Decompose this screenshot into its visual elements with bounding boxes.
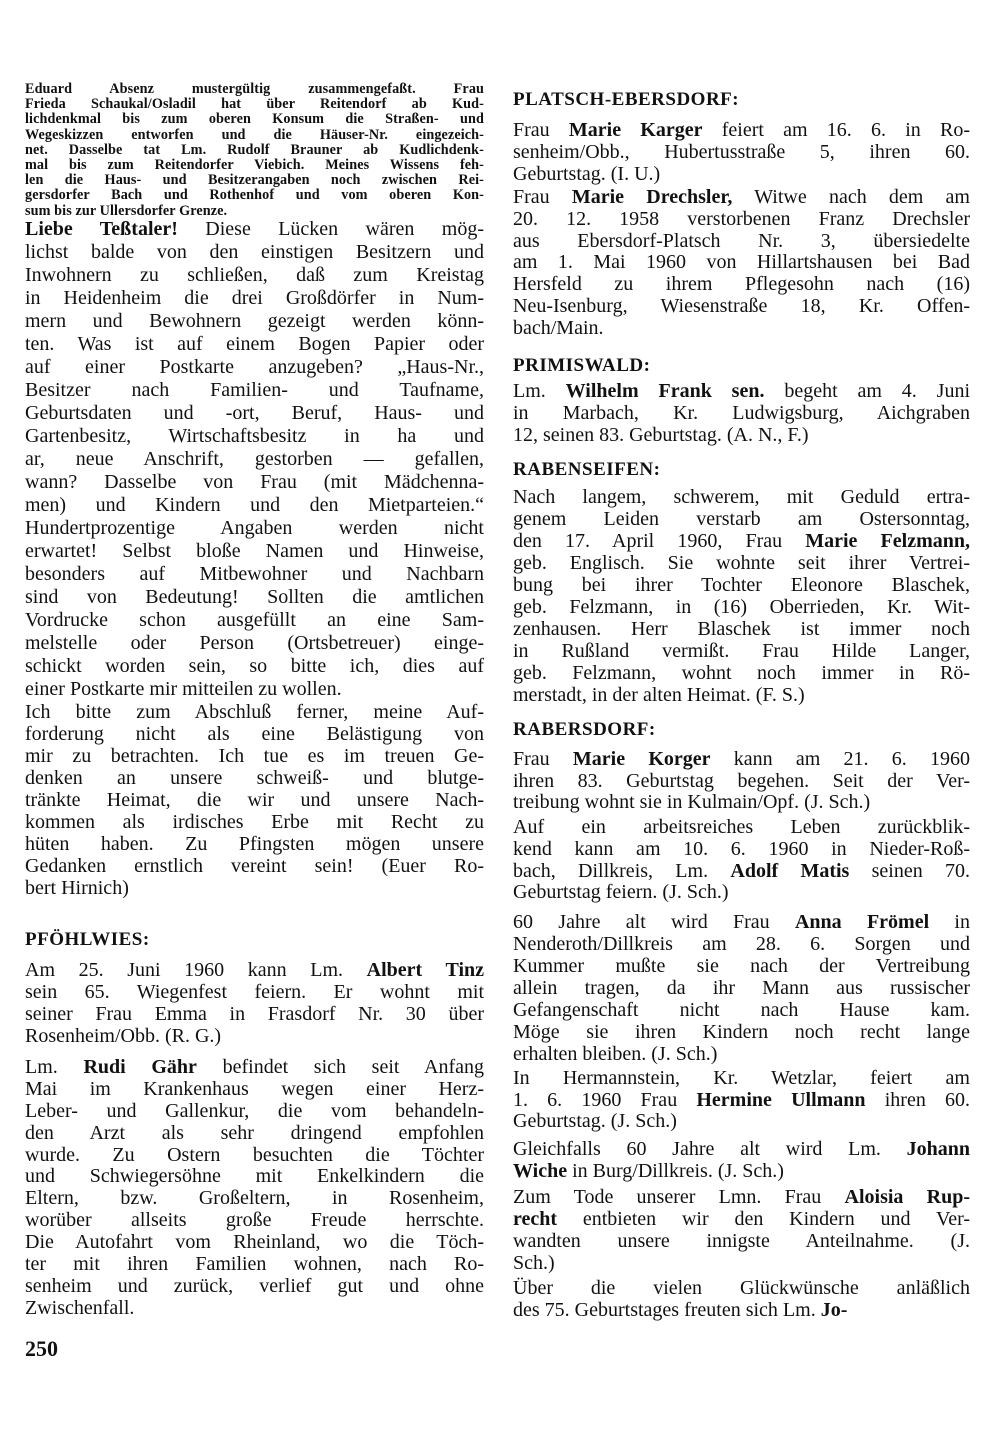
- text-segment: Frau: [513, 749, 573, 770]
- text-line: Hundertprozentige Angaben werden nicht: [25, 517, 484, 539]
- text-line: Inwohnern zu schließen, daß zum Kreistag: [25, 264, 484, 286]
- text-line: [513, 1186, 970, 1208]
- bold-name: Wilhelm Frank sen.: [565, 380, 765, 402]
- text-line: am 1. Mai 1960 von Hillartshausen bei Bad: [513, 252, 970, 274]
- text-line: [513, 911, 970, 933]
- text-line: [513, 1208, 970, 1230]
- text-line: wurde. Zu Ostern besuchten die Töchter: [25, 1144, 484, 1166]
- text-line: [513, 119, 970, 141]
- bold-name: Jo-: [820, 1299, 848, 1321]
- text-line: ten. Was ist auf einem Bogen Papier oder: [25, 333, 484, 355]
- text-line: erhalten bleiben. (J. Sch.): [513, 1043, 718, 1065]
- text-segment: Lm.: [513, 380, 566, 402]
- text-segment: Diese Lücken wären mög-: [177, 218, 484, 240]
- text-line: [513, 1299, 970, 1321]
- text-line: Möge sie ihren Kindern noch recht lange: [513, 1021, 970, 1043]
- text-segment: kann am 21. 6. 1960: [710, 749, 970, 770]
- paragraph-rabersdorf-6: [513, 1186, 970, 1274]
- text-line: geb. Felzmann, in (16) Oberrieden, Kr. Wit-: [513, 596, 970, 618]
- paragraph-platsch-1: [513, 119, 970, 185]
- text-segment: 1. 6. 1960 Frau: [513, 1089, 697, 1111]
- text-line: net. Dasselbe tat Lm. Rudolf Brauner ab Kudlichdenk-: [25, 142, 484, 158]
- text-line: Auf ein arbeitsreiches Leben zurückblik-: [513, 817, 970, 838]
- text-segment: in Burg/Dillkreis. (J. Sch.): [567, 1160, 784, 1182]
- text-line: erwartet! Selbst bloße Namen und Hinweise,: [25, 540, 484, 562]
- text-line: men) und Kindern und den Mietparteien.“: [25, 494, 484, 516]
- bold-name: Marie Felzmann,: [805, 530, 970, 552]
- text-segment: bach, Dillkreis, Lm.: [513, 860, 731, 882]
- text-line: besonders auf Mitbewohner und Nachbarn: [25, 563, 484, 585]
- text-line: mal bis zum Reitendorfer Viebich. Meines Wissens feh-: [25, 157, 484, 173]
- text-line: Vordrucke schon ausgefüllt an eine Sam-: [25, 609, 484, 631]
- text-line: in Heidenheim die drei Großdörfer in Num-: [25, 287, 484, 309]
- text-line: kend kann am 10. 6. 1960 in Nieder-Roß-: [513, 838, 970, 860]
- text-line: Rosenheim/Obb. (R. G.): [25, 1025, 222, 1047]
- text-line: Geburtstag. (I. U.): [513, 163, 661, 185]
- text-line: lichst balde von den einstigen Besitzern und: [25, 241, 484, 263]
- text-line: [513, 530, 970, 552]
- paragraph-pfoehlwies-2: [25, 1057, 484, 1320]
- text-line: 20. 12. 1958 verstorbenen Franz Drechsler: [513, 208, 970, 230]
- text-line: Mai im Krankenhaus wegen einer Herz-: [25, 1078, 484, 1100]
- text-line: [513, 187, 970, 209]
- text-line: Besitzer nach Familien- und Taufname,: [25, 379, 484, 401]
- text-line: den Arzt als sehr dringend empfohlen: [25, 1122, 484, 1144]
- text-line: Wegeskizzen entworfen und die Häuser-Nr. eingezeich-: [25, 127, 484, 143]
- text-line: melstelle oder Person (Ortsbetreuer) einge-: [25, 632, 484, 654]
- text-line: merstadt, in der alten Heimat. (F. S.): [513, 684, 805, 706]
- paragraph-rabersdorf-5: [513, 1138, 970, 1182]
- bold-name: Rudi Gähr: [83, 1057, 197, 1078]
- text-line: wann? Dasselbe von Frau (mit Mädchenna-: [25, 471, 484, 493]
- text-line: hüten haben. Zu Pfingsten mögen unsere: [25, 833, 484, 855]
- text-line: In Hermannstein, Kr. Wetzlar, feiert am: [513, 1068, 970, 1089]
- paragraph-rabersdorf-7: [513, 1277, 970, 1321]
- text-line: Die Autofahrt vom Rheinland, wo die Töch-: [25, 1232, 484, 1254]
- paragraph-pfoehlwies-1: [25, 959, 484, 1047]
- bold-name: Wiche: [513, 1160, 568, 1182]
- text-line: mern und Bewohnern gezeigt werden könn-: [25, 310, 484, 332]
- text-line: aus Ebersdorf-Platsch Nr. 3, übersiedelte: [513, 230, 970, 252]
- bold-name: Adolf Matis: [730, 860, 850, 882]
- text-line: worüber allseits große Freude herrschte.: [25, 1210, 484, 1232]
- text-line: [25, 1057, 484, 1079]
- text-line: Nenderoth/Dillkreis am 28. 6. Sorgen und: [513, 933, 970, 955]
- text-line: Ich bitte zum Abschluß ferner, meine Auf-: [25, 701, 484, 723]
- text-segment: seinen 70.: [849, 860, 970, 882]
- paragraph-appeal: [25, 218, 484, 701]
- text-line: Neu-Isenburg, Wiesenstraße 18, Kr. Offen-: [513, 295, 970, 317]
- text-line: senheim/Obb., Hubertusstraße 5, ihren 60.: [513, 141, 970, 163]
- text-line: mir zu betrachten. Ich tue es im treuen Ge-: [25, 745, 484, 767]
- text-line: bach/Main.: [513, 316, 604, 339]
- section-heading-rabenseifen: RABENSEIFEN:: [513, 459, 661, 480]
- text-segment: Gleichfalls 60 Jahre alt wird Lm.: [513, 1138, 907, 1160]
- text-segment: Frau: [513, 187, 572, 208]
- text-line: Gedanken ernstlich vereint sein! (Euer Ro-: [25, 855, 484, 877]
- paragraph-intro: [25, 82, 484, 219]
- text-line: gersdorfer Bach und Rothenhof und vom oberen Kon-: [25, 188, 484, 204]
- text-line: 12, seinen 83. Geburtstag. (A. N., F.): [513, 424, 809, 446]
- text-line: [513, 1160, 970, 1182]
- section-heading-rabersdorf: RABERSDORF:: [513, 719, 656, 740]
- text-line: kommen als irdisches Erbe mit Recht zu: [25, 811, 484, 833]
- text-line: Hersfeld zu ihrem Pflegesohn nach (16): [513, 274, 970, 296]
- text-line: Geburtstag. (J. Sch.): [513, 1110, 677, 1133]
- text-segment: Witwe nach dem am: [732, 187, 970, 208]
- text-line: sum bis zur Ullersdorfer Grenze.: [25, 202, 228, 219]
- text-line: auf einer Postkarte anzugeben? „Haus-Nr.,: [25, 356, 484, 378]
- text-line: in Rußland vermißt. Frau Hilde Langer,: [513, 640, 970, 662]
- text-segment: entbieten wir den Kindern und Ver-: [557, 1208, 970, 1230]
- bold-name: Liebe Teßtaler!: [25, 218, 178, 240]
- text-segment: feiert am 16. 6. in Ro-: [702, 119, 970, 141]
- text-line: [513, 861, 970, 883]
- text-line: seiner Frau Emma in Frasdorf Nr. 30 über: [25, 1003, 484, 1025]
- bold-name: Albert Tinz: [366, 959, 484, 981]
- text-line: Gartenbesitz, Wirtschaftsbesitz in ha und: [25, 425, 484, 447]
- text-line: Gefangenschaft nicht nach Hause kam.: [513, 999, 970, 1021]
- text-line: [25, 959, 484, 981]
- text-line: Frieda Schaukal/Osladil hat über Reitendorf ab Kud-: [25, 97, 484, 113]
- text-line: und Schwiegersöhne mit Enkelkindern die: [25, 1166, 484, 1188]
- text-segment: Zum Tode unserer Lmn. Frau: [513, 1186, 845, 1208]
- text-line: wandten unsere innigste Anteilnahme. (J.: [513, 1230, 970, 1252]
- text-line: schickt worden sein, so bitte ich, dies auf: [25, 655, 484, 677]
- text-line: Über die vielen Glückwünsche anläßlich: [513, 1277, 970, 1299]
- text-line: einer Postkarte mir mitteilen zu wollen.: [25, 678, 342, 700]
- text-segment: Am 25. Juni 1960 kann Lm.: [25, 959, 367, 981]
- text-line: forderung nicht als eine Belästigung von: [25, 723, 484, 745]
- bold-name: Aloisia Rup-: [844, 1186, 970, 1208]
- text-line: sind von Bedeutung! Sollten die amtlichen: [25, 586, 484, 608]
- text-segment: 60 Jahre alt wird Frau: [513, 911, 795, 933]
- page-number: 250: [25, 1336, 58, 1361]
- text-line: [513, 1138, 970, 1160]
- paragraph-rabersdorf-1: [513, 749, 970, 814]
- paragraph-platsch-2: [513, 187, 970, 340]
- text-line: ihren 83. Geburtstag begehen. Seit der Ver-: [513, 770, 970, 792]
- text-line: Geburtsdaten und -ort, Beruf, Haus- und: [25, 402, 484, 424]
- paragraph-rabenseifen-1: [513, 486, 970, 706]
- text-line: senheim und zurück, verlief gut und ohne: [25, 1275, 484, 1297]
- text-line: [513, 1090, 970, 1112]
- text-segment: ihren 60.: [865, 1089, 970, 1111]
- text-line: geb. Felzmann, wohnt noch immer in Rö-: [513, 662, 970, 684]
- text-line: Geburtstag feiern. (J. Sch.): [513, 881, 729, 904]
- bold-name: recht: [513, 1208, 558, 1230]
- section-heading-platsch-ebersdorf: PLATSCH-EBERSDORF:: [513, 89, 740, 110]
- text-segment: den 17. April 1960, Frau: [513, 530, 806, 552]
- section-heading-pfoehlwies: PFÖHLWIES:: [25, 929, 150, 950]
- text-line: in Marbach, Kr. Ludwigsburg, Aichgraben: [513, 402, 970, 424]
- text-line: [513, 380, 970, 402]
- text-line: geb. Englisch. Sie wohnte seit ihrer Vertrei-: [513, 552, 970, 574]
- text-line: lichdenkmal bis zum oberen Konsum die Straßen- und: [25, 112, 484, 128]
- bold-name: Hermine Ullmann: [696, 1089, 866, 1111]
- text-line: Eduard Absenz mustergültig zusammengefaßt. Frau: [25, 82, 484, 97]
- text-line: ter mit ihren Familien wohnen, nach Ro-: [25, 1254, 484, 1276]
- text-segment: befindet sich seit Anfang: [196, 1057, 484, 1078]
- text-line: [25, 218, 484, 241]
- text-segment: Lm.: [25, 1057, 84, 1078]
- text-segment: begeht am 4. Juni: [764, 380, 970, 402]
- text-line: tränkte Heimat, die wir und unsere Nach-: [25, 789, 484, 811]
- text-line: ar, neue Anschrift, gestorben — gefallen,: [25, 448, 484, 470]
- text-line: Eltern, bzw. Großeltern, in Rosenheim,: [25, 1188, 484, 1210]
- bold-name: Marie Drechsler,: [571, 187, 733, 208]
- text-line: Sch.): [513, 1252, 555, 1274]
- section-heading-primiswald: PRIMISWALD:: [513, 355, 651, 376]
- text-line: Leber- und Gallenkur, die vom behandeln-: [25, 1100, 484, 1122]
- text-line: genem Leiden verstarb am Ostersonntag,: [513, 508, 970, 530]
- bold-name: Johann: [906, 1138, 970, 1160]
- text-line: len die Haus- und Besitzerangaben noch zwischen Rei-: [25, 173, 484, 189]
- text-segment: Frau: [513, 119, 569, 141]
- text-line: zenhausen. Herr Blaschek ist immer noch: [513, 618, 970, 640]
- paragraph-rabersdorf-2: [513, 817, 970, 904]
- text-line: [513, 749, 970, 771]
- text-line: Zwischenfall.: [25, 1296, 135, 1319]
- text-line: Kummer mußte sie nach der Vertreibung: [513, 955, 970, 977]
- paragraph-closing: [25, 701, 484, 899]
- paragraph-rabersdorf-3: [513, 911, 970, 1065]
- text-line: bung bei ihrer Tochter Eleonore Blaschek,: [513, 574, 970, 596]
- paragraph-rabersdorf-4: [513, 1068, 970, 1133]
- text-line: allein tragen, da ihr Mann aus russischer: [513, 977, 970, 999]
- text-line: sein 65. Wiegenfest feiern. Er wohnt mit: [25, 981, 484, 1003]
- text-line: treibung wohnt sie in Kulmain/Opf. (J. Sch.): [513, 791, 871, 814]
- text-line: bert Hirnich): [25, 877, 129, 899]
- text-segment: des 75. Geburtstages freuten sich Lm.: [513, 1299, 821, 1321]
- bold-name: Marie Korger: [572, 749, 711, 770]
- bold-name: Marie Karger: [568, 119, 703, 141]
- text-line: denken an unsere schweiß- und blutge-: [25, 767, 484, 789]
- text-segment: in: [929, 911, 970, 933]
- text-line: Nach langem, schwerem, mit Geduld ertra-: [513, 486, 970, 508]
- bold-name: Anna Frömel: [794, 911, 930, 933]
- paragraph-primiswald-1: [513, 380, 970, 446]
